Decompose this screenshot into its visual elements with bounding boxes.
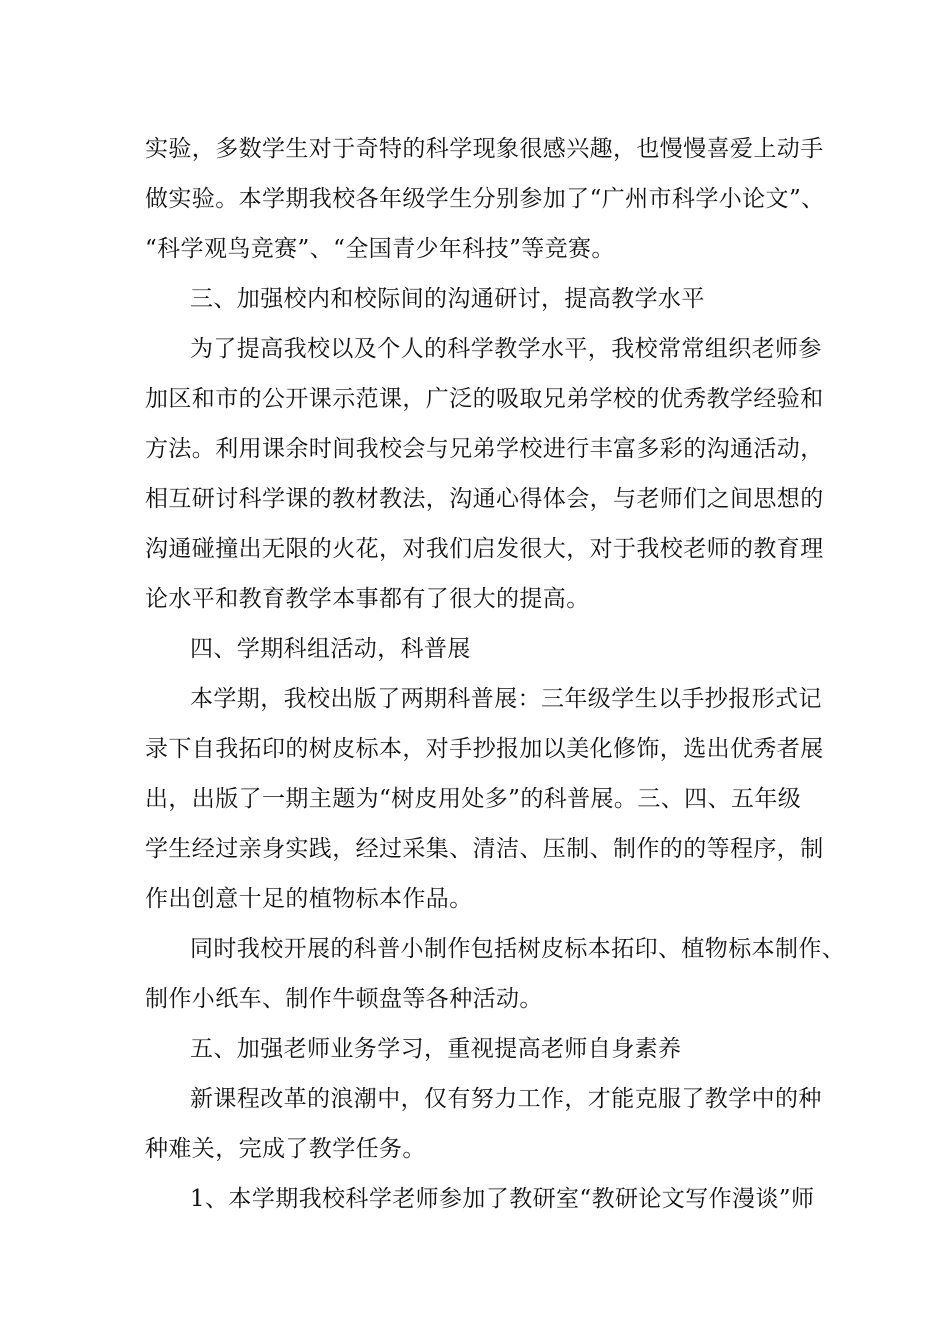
body-text-line: 种难关，完成了教学任务。 bbox=[145, 1136, 426, 1162]
body-text-line: 加区和市的公开课示范课，广泛的吸取兄弟学校的优秀教学经验和 bbox=[145, 386, 824, 412]
body-text-line: 相互研讨科学课的教材教法，沟通心得体会，与老师们之间思想的 bbox=[145, 486, 824, 512]
body-text-line: 沟通碰撞出无限的火花，对我们启发很大，对于我校老师的教育理 bbox=[145, 536, 824, 562]
body-text-line: 论水平和教育教学本事都有了很大的提高。 bbox=[145, 586, 590, 612]
body-text-line: 方法。利用课余时间我校会与兄弟学校进行丰富多彩的沟通活动， bbox=[145, 436, 824, 462]
body-text-line: “科学观鸟竞赛”、“全国青少年科技”等竞赛。 bbox=[145, 236, 615, 262]
section-heading-4: 四、学期科组活动，科普展 bbox=[190, 636, 471, 662]
body-text-line: 作出创意十足的植物标本作品。 bbox=[145, 886, 473, 912]
body-text-line: 做实验。本学期我校各年级学生分别参加了“广州市科学小论文”、 bbox=[145, 186, 825, 212]
section-heading-5: 五、加强老师业务学习，重视提高老师自身素养 bbox=[190, 1036, 682, 1062]
body-text-line: 实验，多数学生对于奇特的科学现象很感兴趣，也慢慢喜爱上动手 bbox=[145, 136, 824, 162]
body-text-line: 本学期，我校出版了两期科普展：三年级学生以手抄报形式记 bbox=[190, 686, 822, 712]
body-text-line: 新课程改革的浪潮中，仅有努力工作，才能克服了教学中的种 bbox=[190, 1086, 822, 1112]
body-text-line: 为了提高我校以及个人的科学教学水平，我校常常组织老师参 bbox=[190, 336, 822, 362]
body-text-line: 制作小纸车、制作牛顿盘等各种活动。 bbox=[145, 986, 543, 1012]
body-text-line: 录下自我拓印的树皮标本，对手抄报加以美化修饰，选出优秀者展 bbox=[145, 736, 824, 762]
body-text-line: 同时我校开展的科普小制作包括树皮标本拓印、植物标本制作、 bbox=[190, 936, 846, 962]
numbered-item: 1、本学期我校科学老师参加了教研室“教研论文写作漫谈”师 bbox=[190, 1186, 815, 1212]
section-heading-3: 三、加强校内和校际间的沟通研讨，提高教学水平 bbox=[190, 286, 705, 312]
body-text-line: 学生经过亲身实践，经过采集、清洁、压制、制作的的等程序，制 bbox=[145, 836, 824, 862]
body-text-line: 出，出版了一期主题为“树皮用处多”的科普展。三、四、五年级 bbox=[145, 786, 802, 812]
